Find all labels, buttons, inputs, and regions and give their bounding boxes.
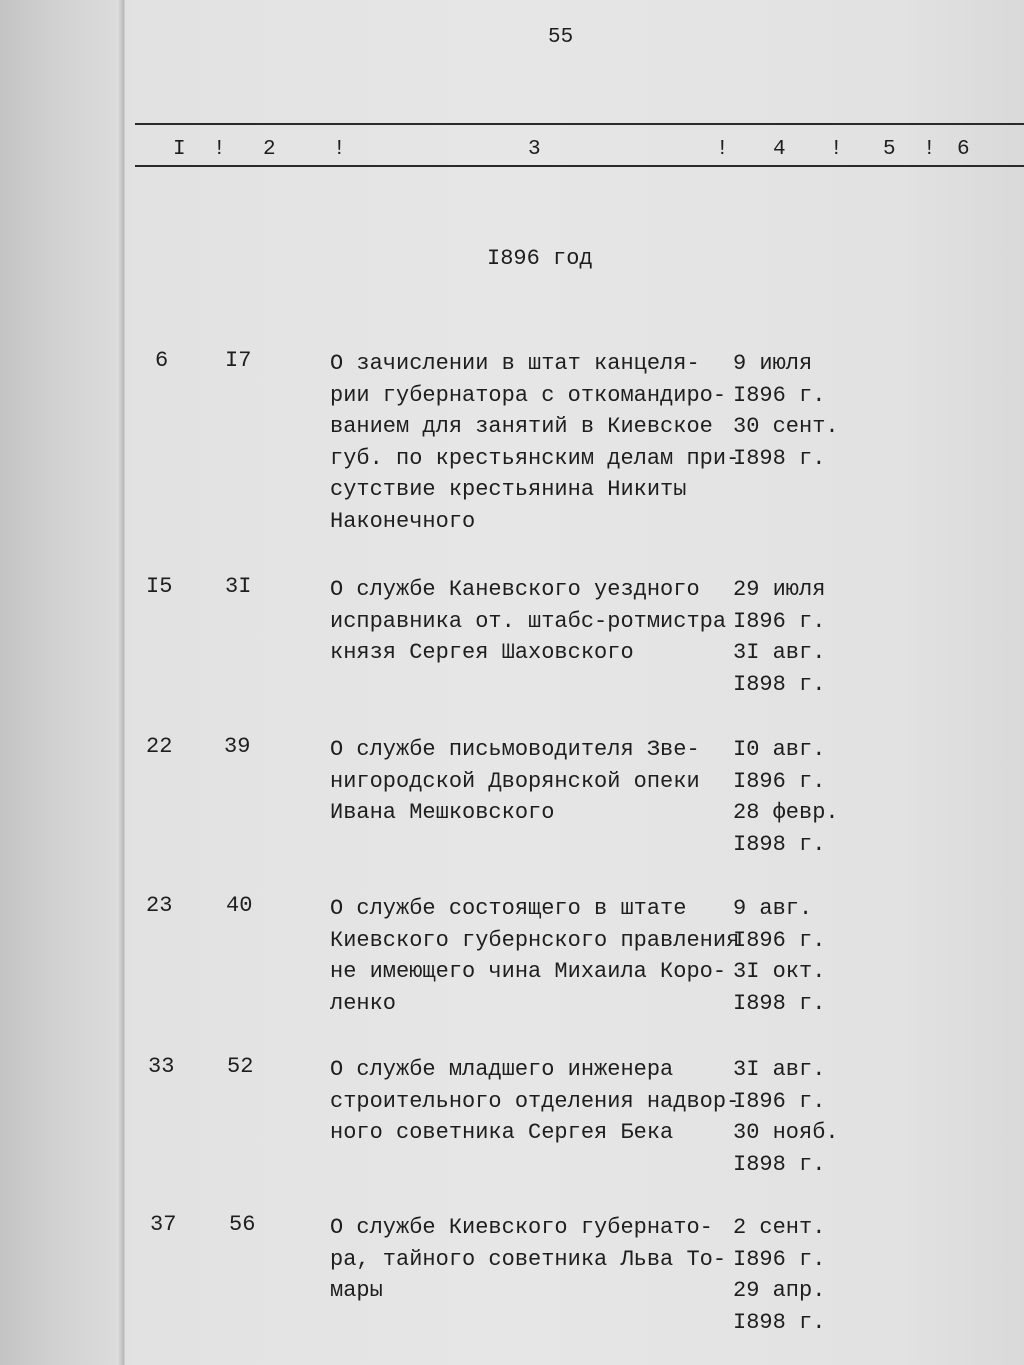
column-header-3: 3 [528, 138, 541, 161]
column-separator: ! [923, 138, 936, 161]
entry-col1: 23 [146, 893, 173, 918]
entry-dates: 9 авг. I896 г. 3I окт. I898 г. [733, 896, 826, 1016]
column-separator: ! [716, 138, 729, 161]
table-header-bottom-rule [135, 165, 1024, 167]
column-separator: ! [213, 138, 226, 161]
column-header-6: 6 [957, 138, 970, 161]
entry-description: О зачислении в штат канцеля- рии губернатора с откомандиро- ванием для занятий в Киевское губ. по крестьянским делам при- сутствие крестьянина Никиты Наконечного [330, 351, 740, 534]
entry-col2: 39 [224, 734, 251, 759]
entry-col2: 40 [226, 893, 253, 918]
page-number: 55 [548, 26, 574, 49]
column-separator: ! [333, 138, 346, 161]
entry-col2: 52 [227, 1054, 254, 1079]
entry-col1: 33 [148, 1054, 175, 1079]
entry-dates: 29 июля I896 г. 3I авг. I898 г. [733, 577, 826, 697]
entry-col1: 37 [150, 1212, 177, 1237]
table-header-top-rule [135, 123, 1024, 125]
column-header-2: 2 [263, 138, 276, 161]
entry-dates: 9 июля I896 г. 30 сент. I898 г. [733, 351, 839, 471]
entry-col1: 6 [155, 348, 169, 373]
entry-col1: 22 [146, 734, 173, 759]
entry-description: О службе состоящего в штате Киевского губернского правления не имеющего чина Михаила Коро- ленко [330, 896, 740, 1016]
section-title: I896 год [487, 246, 593, 271]
entry-dates: I0 авг. I896 г. 28 февр. I898 г. [733, 737, 839, 857]
entry-description: О службе Каневского уездного исправника от. штабс-ротмистра князя Сергея Шаховского [330, 577, 727, 665]
entry-description: О службе Киевского губернато- ра, тайного советника Льва То- мары [330, 1215, 727, 1303]
column-separator: ! [830, 138, 843, 161]
entry-description: О службе письмоводителя Зве- нигородской Дворянской опеки Ивана Мешковского [330, 737, 700, 825]
entry-col2: 3I [225, 574, 252, 599]
column-header-4: 4 [773, 138, 786, 161]
entry-description: О службе младшего инженера строительного отделения надвор- ного советника Сергея Бека [330, 1057, 740, 1145]
book-spine-shadow [0, 0, 125, 1365]
entry-col1: I5 [146, 574, 173, 599]
entry-dates: 3I авг. I896 г. 30 нояб. I898 г. [733, 1057, 839, 1177]
column-header-5: 5 [883, 138, 896, 161]
column-header-1: I [173, 138, 186, 161]
entry-dates: 2 сент. I896 г. 29 апр. I898 г. [733, 1215, 826, 1335]
entry-col2: I7 [225, 348, 252, 373]
entry-col2: 56 [229, 1212, 256, 1237]
